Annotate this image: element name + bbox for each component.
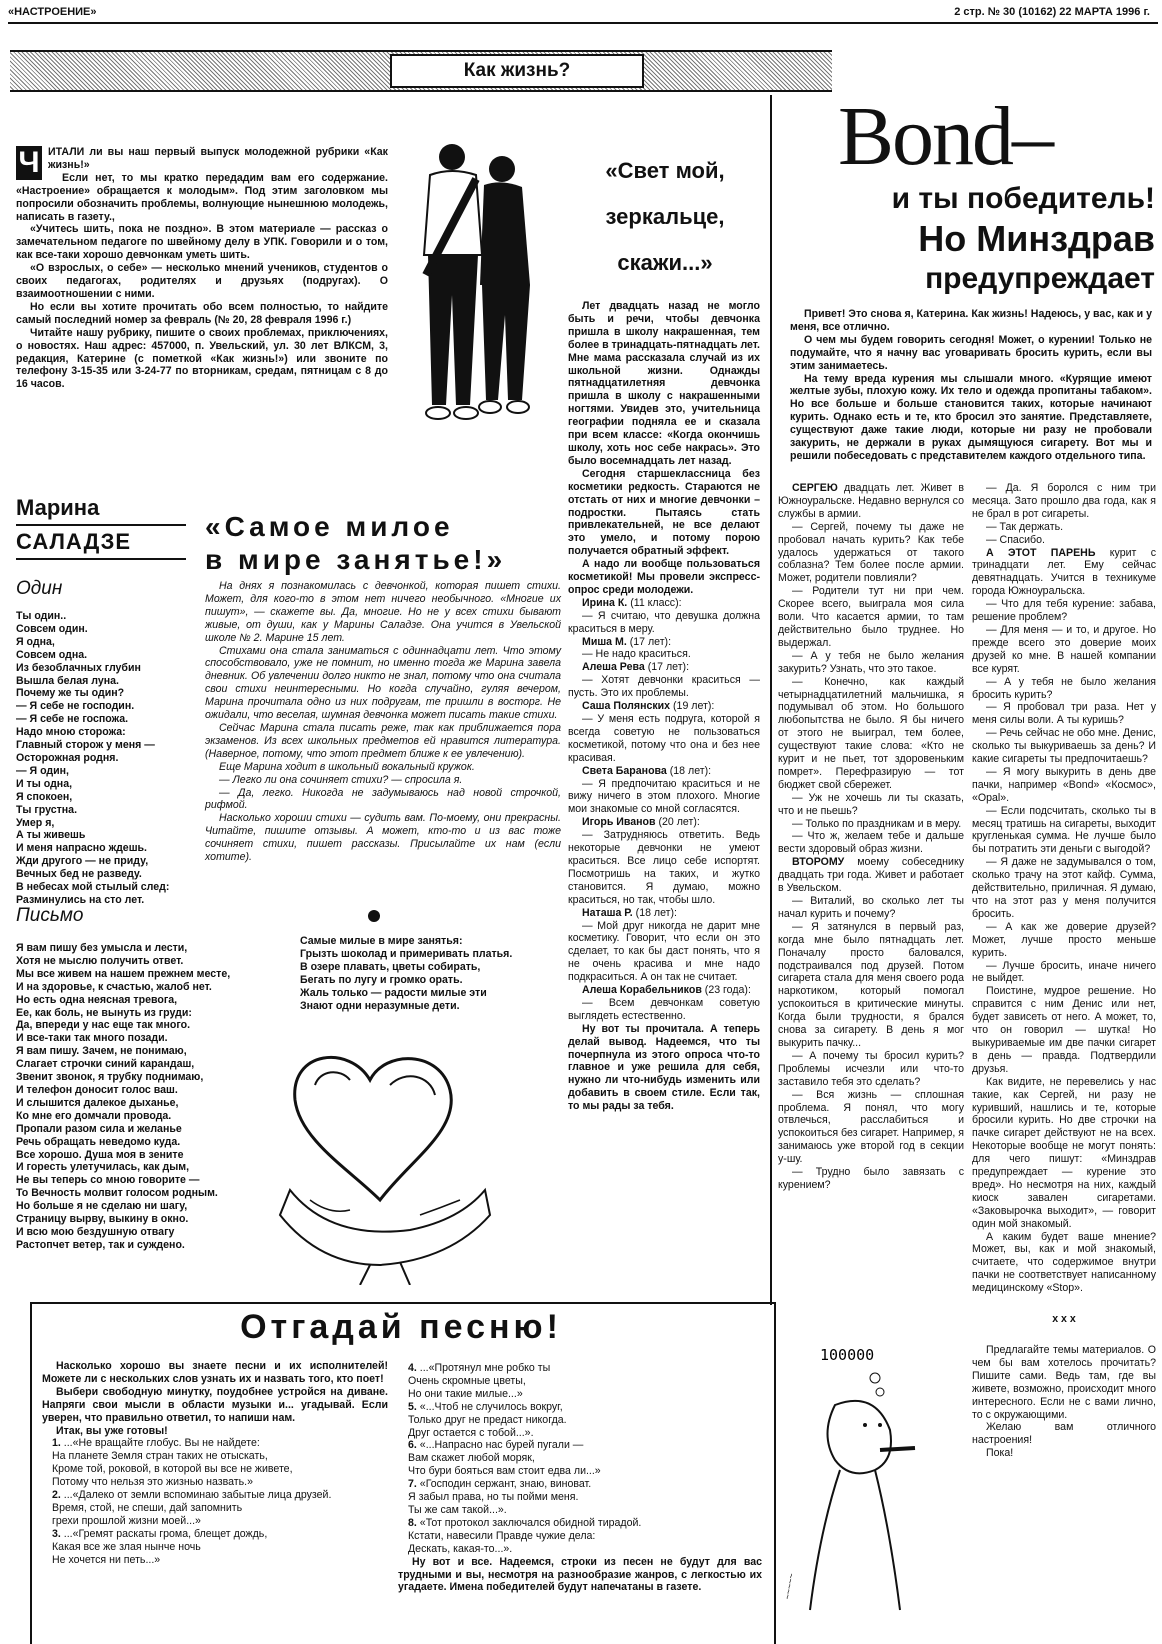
poem-line: Самые милые в мире занятья: xyxy=(300,935,463,947)
poem-line: Жди другого — не приду, xyxy=(16,855,149,868)
survey-respondent xyxy=(568,597,760,610)
song-line xyxy=(398,1388,762,1401)
song-lyric: Только друг не предаст никогда. xyxy=(408,1413,567,1426)
poem-line: Мы все живем на нашем прежнем месте, xyxy=(16,967,231,980)
interview-paragraph xyxy=(972,985,1156,1075)
respondent-answer: — Мой друг никогда не дарит мне косметику. Говорит, что если он это сделает, то как бы даст понять, что я не очень красива и мне надо подкраситься. А он так не считает. xyxy=(568,919,760,984)
interview-text: — Я даже не задумывался о том, сколько трачу на этот кайф. Сумма, действительно, приличная. Я думаю, что на этот раз у меня получится бросить. xyxy=(972,856,1156,920)
interview-paragraph xyxy=(972,701,1156,727)
interview-text: — Конечно, как каждый четырнадцатилетний мальчишка, я подумывал об этом. Но большого любопытства не было. Я бы ничего от этого не выиграл, тем более, существуют такие слова: «Кто не курит и не пьет, тот здоровеньким помрет». Перефразирую — тот бюджет свой сбережет. xyxy=(778,675,964,791)
interview-text: двадцать лет. Живет в Южноуральске. Недавно вернулся со службы в армии. xyxy=(778,482,964,520)
poem-line: Но больше я не сделаю ни шагу, xyxy=(16,1200,188,1213)
song-lyric: Вам скажет любой моряк, xyxy=(408,1452,535,1465)
song-line xyxy=(398,1517,762,1530)
respondent-name: Ирина К. xyxy=(582,596,628,609)
song-line xyxy=(42,1450,388,1463)
bond-intro xyxy=(790,308,1152,463)
respondent-age: (18 лет): xyxy=(635,906,677,919)
song-lyric: Дескать, какая-то...». xyxy=(408,1542,513,1555)
headline-line: «Свет мой, xyxy=(605,158,725,183)
interview-paragraph xyxy=(972,727,1156,766)
interview-text: моему собеседнику двадцать три года. Живет и работает в Увельском. xyxy=(778,856,964,895)
poem-line: Вышла белая луна. xyxy=(16,674,119,687)
song-line xyxy=(398,1414,762,1427)
interview-text: — А как же доверие друзей? Может, лучше просто меньше курить. xyxy=(972,920,1156,959)
song-line xyxy=(42,1502,388,1515)
interview-paragraph xyxy=(778,482,964,521)
quiz-title: Отгадай песню! xyxy=(240,1308,562,1346)
respondent-answer: — Не надо краситься. xyxy=(582,648,691,661)
heart-in-hand-illustration xyxy=(270,1040,500,1285)
interview-text: — А у тебя не было желания бросить курить? xyxy=(972,675,1156,701)
interview-paragraph xyxy=(778,856,964,895)
song-line xyxy=(398,1504,762,1517)
song-line xyxy=(398,1452,762,1465)
poem-line: И все-таки так много позади. xyxy=(16,1032,168,1045)
survey-respondent xyxy=(568,636,760,649)
song-line xyxy=(42,1463,388,1476)
respondent-answer: — Я считаю, что девушка должна краситься в меру. xyxy=(568,609,760,635)
poem-line: Речь обращать неведомо куда. xyxy=(16,1135,181,1148)
section-name: «НАСТРОЕНИЕ» xyxy=(8,6,97,18)
headline-line: зеркальце, xyxy=(605,204,725,229)
poem-line: Я одна, xyxy=(16,635,55,648)
interview-paragraph xyxy=(778,1166,964,1192)
poem-line: И меня напрасно ждешь. xyxy=(16,842,147,855)
song-lyric: ...«Гремят раскаты грома, блещет дождь, xyxy=(63,1527,268,1540)
interview-text: Как видите, не перевелись у нас такие, как Сергей, ни разу не куривший, нашлись и те, которые бросили курить. Но две строчки на пачке сигарет действуют не на всех. Некоторые вообще не могут понять: для чего пишут: «Минздрав предупреждает — курение это вред». Но несмотря на них, каждый киоск завален сигаретами. «Заковырочка выходит», — говорит один мой знакомый. xyxy=(972,1075,1156,1230)
survey-respondent xyxy=(568,816,760,829)
interview-paragraph xyxy=(778,818,964,831)
song-number: 6. xyxy=(408,1439,417,1452)
respondent-name: Алеша Корабельников xyxy=(582,984,702,997)
interview-paragraph xyxy=(778,792,964,818)
poem-line: Осторожная родня. xyxy=(16,751,119,764)
song-lyric: «Господин сержант, знаю, виноват. xyxy=(419,1478,592,1491)
song-lyric: Потому что нельзя это жизнью назвать.» xyxy=(52,1476,253,1489)
paragraph: Итак, вы уже готовы! xyxy=(56,1424,168,1437)
poem-line: Умер я, xyxy=(16,816,55,829)
respondent-name: Алеша Рева xyxy=(582,661,645,674)
bullet-dot xyxy=(368,910,380,922)
paragraph: На тему вреда курения мы слышали много. «Курящие имеют желтые зубы, плохую кожу. Их тело и одежда пропитаны табаком». Но все больше и больше становится таких, которые начинают курить. Однако есть и те, кто бросил это занятие. Представляете, существуют даже такие люди, которые ни разу не пробовали закурить, не держали в руках дымящуюся сигарету. Вот мы и решили побеседовать с представителем каждого отдельного типа. xyxy=(790,372,1152,462)
interview-paragraph xyxy=(972,856,1156,921)
song-number: 2. xyxy=(52,1489,61,1502)
bond-column-2 xyxy=(972,482,1156,1460)
interview-paragraph xyxy=(972,598,1156,624)
paragraph: На днях я познакомилась с девчонкой, которая пишет стихи. Может, для кого-то в этом нет ничего необычного. «Многие их пишут», — скажете вы. Да, многие. Но не у всех стихи бывают живые, от души, как у Марины Саладзе. Она учится в Увельской школе № 2. Марине 15 лет. xyxy=(205,580,561,644)
song-line xyxy=(42,1554,388,1567)
author-name xyxy=(16,492,186,560)
smoke-rings-text: 100000 xyxy=(820,1346,875,1364)
poem-line: Страницу вырву, выкину в окно. xyxy=(16,1213,189,1226)
interview-text: — Да. Я боролся с ним три месяца. Зато прошло два года, как я не брал в рот сигареты. xyxy=(972,482,1156,520)
song-number: 5. xyxy=(408,1400,417,1413)
poem-line: Знают одни неразумные дети. xyxy=(300,999,460,1012)
poem-line: Разминулись на сто лет. xyxy=(16,893,145,906)
interview-paragraph xyxy=(972,921,1156,960)
paragraph: Пока! xyxy=(986,1447,1014,1460)
poem-line: Я вам пишу без умысла и лести, xyxy=(16,942,188,954)
interview-paragraph xyxy=(972,521,1156,534)
poem-line: И на здоровье, к счастью, жалоб нет. xyxy=(16,980,212,993)
paragraph: Насколько хорошо вы знаете песни и их исполнителей! Можете ли с нескольких слов узнать их и назвать того, кто поет! xyxy=(42,1360,388,1385)
song-number: 8. xyxy=(408,1516,417,1529)
poem-line: — Я себе не господин. xyxy=(16,700,135,713)
paragraph: Предлагайте темы материалов. О чем бы вам хотелось прочитать? Пишите сами. Ведь там, где вы живете, возможно, происходит много интересного. Если не с вами лично, то с окружающими. xyxy=(972,1344,1156,1421)
interview-text: — Уж не хочешь ли ты сказать, что и не пьешь? xyxy=(778,791,964,817)
song-number: 7. xyxy=(408,1478,417,1491)
quiz-outro: Ну вот и все. Надеемся, строки из песен не будут для вас трудными и вы, несмотря на разнообразие жанров, с легкостью их угадаете. Имена победителей будут напечатаны в газете. xyxy=(398,1555,762,1594)
interview-paragraph xyxy=(972,547,1156,599)
poem-line: — Я один, xyxy=(16,764,70,777)
smoking-man-illustration xyxy=(780,1330,960,1620)
poem-one xyxy=(16,610,196,907)
respondent-name: Саша Полянских xyxy=(582,700,671,713)
poem-letter xyxy=(16,942,286,1252)
poem-line: Из безоблачных глубин xyxy=(16,661,141,674)
headline-line: предупреждает xyxy=(925,262,1155,295)
headline-line: и ты победитель! xyxy=(891,182,1155,215)
song-line xyxy=(42,1528,388,1541)
interview-text: — Виталий, во сколько лет ты начал курить и почему? xyxy=(778,895,964,920)
interview-text: А каким будет ваше мнение? Может, вы, как и мой знакомый, считаете, что содержимое внутри пачки не соответствует написанному медицинскому «Stop». xyxy=(972,1230,1156,1295)
song-lyric: «Тот протокол заключался обидной тирадой. xyxy=(419,1516,642,1529)
respondent-answer: — Затрудняюсь ответить. Ведь некоторые девчонки не умеют краситься. Все лицо себе испортят. Посмотришь на таких, и жутко становится. Я думаю, можно краситься, но так, чтобы шло. xyxy=(568,829,760,906)
song-line xyxy=(42,1437,388,1450)
paragraph: Сейчас Марина стала писать реже, так как приближается пора экзаменов. Из всех школьных предметов ей нравится литература. (Наверное, потому, что этот предмет ближе к ее увлечению). xyxy=(205,721,561,760)
interview-text: — Спасибо. xyxy=(986,533,1045,546)
interview-text: — Сергей, почему ты даже не пробовал начать курить? Как тебе удалось удержаться от такого соблазна? Тем более после армии. Может, родители повлияли? xyxy=(778,520,964,585)
song-lyric: ...«Не вращайте глобус. Вы не найдете: xyxy=(63,1437,260,1450)
poem-line: И всю мою бездушную отвагу xyxy=(16,1225,175,1238)
interview-text: — Что для тебя курение: забава, решение проблем? xyxy=(972,598,1156,624)
paragraph: «О взрослых, о себе» — несколько мнений учеников, студентов о своих педагогах, родителях и друзьях (подругах). О взаимоотношении с ними. xyxy=(16,262,388,300)
poem-line: Бегать по лугу и громко орать. xyxy=(300,973,463,986)
interview-text: — Речь сейчас не обо мне. Денис, сколько ты выкуриваешь за день? И какие сигареты ты предпочитаешь? xyxy=(972,727,1156,766)
last-name: САЛАДЗЕ xyxy=(16,526,186,560)
song-lyric: Кроме той, роковой, в которой вы все не живете, xyxy=(52,1463,293,1476)
respondent-age: (23 года): xyxy=(704,984,751,997)
poem-line: Вечных бед не разведу. xyxy=(16,868,142,881)
poem-line: Надо мною сторожа: xyxy=(16,726,126,739)
poem-line: А ты живешь xyxy=(16,829,86,842)
interview-text: — Я пробовал три раза. Нет у меня силы воли. А ты куришь? xyxy=(972,701,1156,727)
first-name: Марина xyxy=(16,492,186,526)
paragraph: Привет! Это снова я, Катерина. Как жизнь! Надеюсь, у вас, как и у меня, все отлично. xyxy=(790,308,1152,333)
header-rule xyxy=(8,22,1158,24)
respondent-answer: — Всем девчонкам советую выглядеть естественно. xyxy=(568,996,760,1022)
headline-line: «Самое милое xyxy=(205,511,454,542)
interview-paragraph xyxy=(778,585,964,650)
interview-paragraph xyxy=(972,624,1156,676)
interview-text: — Я могу выкурить в день две пачки, например «Bond» «Космос», «Opal». xyxy=(972,765,1156,804)
poem-line: Но есть одна неясная тревога, xyxy=(16,993,178,1006)
paragraph: Насколько хороши стихи — судить вам. По-моему, они прекрасны. Читайте, пишите отзывы. А может, кто-то и из вас тоже сочиняет стихи, пишет рассказы. Присылайте их нам (если хотите). xyxy=(205,812,561,864)
poem-line: Хотя не мыслю получить ответ. xyxy=(16,954,184,967)
respondent-age: (11 класс): xyxy=(630,596,682,609)
paragraph: А надо ли вообще пользоваться косметикой! Мы провели экспресс-опрос среди молодежи. xyxy=(568,558,760,596)
poem-line: Слагает строчки синий карандаш, xyxy=(16,1058,195,1071)
song-line xyxy=(398,1439,762,1452)
paragraph: «Учитесь шить, пока не поздно». В этом материале — рассказ о замечательном педагоге по швейному делу в УПК. Говорили и о том, как все-таки хорошо девчонкам уметь шить. xyxy=(16,223,388,262)
paragraph: Еще Марина ходит в школьный вокальный кружок. xyxy=(219,760,475,773)
interview-paragraph xyxy=(972,1231,1156,1296)
interview-text: — Если подсчитать, сколько ты в месяц тратишь на сигареты, выходит кругленькая сумма. Не лучше было бы потратить эти деньги с выгодой? xyxy=(972,804,1156,856)
mirror-article xyxy=(568,300,760,1113)
song-lyric: На планете Земля стран таких не отыскать, xyxy=(52,1450,268,1463)
respondent-age: (17 лет): xyxy=(629,635,672,648)
poem-line: И горесть улетучилась, как дым, xyxy=(16,1161,190,1174)
poem-line: Ее, как боль, не вынуть из груди: xyxy=(16,1006,192,1019)
poem-line: Совсем одна. xyxy=(16,648,88,661)
interview-text: — Что ж, желаем тебе и дальше вести здоровый образ жизни. xyxy=(778,830,964,856)
bond-title-big: Bond– xyxy=(838,90,1053,183)
interview-text: — Родители тут ни при чем. Скорее всего, выиграла моя сила воли. Что касается армии, то там действительно было труднее. Но выдержал. xyxy=(778,585,964,649)
poem-line: И ты одна, xyxy=(16,777,73,790)
quiz-right xyxy=(398,1362,762,1594)
survey-respondent xyxy=(568,765,760,778)
survey-respondent xyxy=(568,984,760,997)
poem-title: Один xyxy=(16,578,63,599)
poem-line: В озере плавать, цветы собирать, xyxy=(300,960,481,973)
song-lyric: Что бури бояться вам стоит едва ли...» xyxy=(408,1465,601,1478)
survey-respondent xyxy=(568,661,760,674)
poem-line: Я спокоен, xyxy=(16,790,73,803)
interview-text: — А почему ты бросил курить? Проблемы исчезли или что-то заставило тебя это сделать? xyxy=(778,1049,964,1088)
interview-paragraph xyxy=(778,921,964,1050)
article-headline xyxy=(205,510,565,576)
respondent-name: Игорь Иванов xyxy=(582,816,656,829)
song-lyric: Какая все же злая нынче ночь xyxy=(52,1540,201,1553)
headline-line: скажи...» xyxy=(617,250,713,275)
rubric-banner xyxy=(10,50,832,92)
respondent-age: (19 лет): xyxy=(673,700,715,713)
poem-line: Я вам пишу. Зачем, не понимаю, xyxy=(16,1045,187,1058)
poem-line: Ко мне его домчали провода. xyxy=(16,1109,172,1122)
intro-article xyxy=(16,146,388,391)
poem-line: То Вечность молвит голосом родным. xyxy=(16,1187,218,1200)
bond-headline xyxy=(780,180,1155,298)
song-line xyxy=(398,1401,762,1414)
song-line xyxy=(42,1515,388,1528)
interview-paragraph xyxy=(778,1050,964,1089)
song-number: 3. xyxy=(52,1527,61,1540)
respondent-answer: — Хотят девчонки краситься — пусть. Это их проблемы. xyxy=(568,674,760,700)
poem-title: Письмо xyxy=(16,905,84,926)
song-number: 1. xyxy=(52,1437,61,1450)
column-rule xyxy=(770,95,772,1305)
song-line xyxy=(398,1427,762,1440)
poem-line: — Я себе не госпожа. xyxy=(16,713,129,726)
interview-paragraph xyxy=(778,676,964,792)
song-line xyxy=(398,1478,762,1491)
respondent-age: (20 лет): xyxy=(658,816,700,829)
paragraph: Лет двадцать назад не могло быть и речи, чтобы девчонка пришла в школу накрашенная, тем более в тринадцать-пятнадцать лет. Мне мама рассказала случай из их школьной жизни. Однажды пятнадцатилетняя девчонка пришла в школу с накрашенными ногтями. Увидев это, учительница географии подняла ее и сказала при всем классе: «Когда окончишь школу, хоть нос себе накрась». Это было восемнадцать лет назад. xyxy=(568,300,760,467)
interview-text: курит с тринадцати лет. Ему сейчас девятнадцать. Учится в техникуме города Южноуральска. xyxy=(972,546,1156,598)
paragraph: Сегодня старшеклассница без косметики редкость. Стараются не отстать от них и многие девчонки – подростки. Пытаясь стать привлекательней, не все делают это умело, и потому порою получается обратный эффект. xyxy=(568,467,760,558)
interview-text: — Я затянулся в первый раз, когда мне было пятнадцать лет. Поначалу просто баловался, подстраивался под друзей. Потом сигарета стала для меня своего рода наркотиком, который помогал успокоиться в критические минуты. Когда были трудности, я брался снова за сигарету. В день я мог выкурить пачку... xyxy=(778,920,964,1049)
poem-line: Почему же ты один? xyxy=(16,687,125,700)
song-line xyxy=(398,1543,762,1556)
song-lyric: Друг остается с тобой...». xyxy=(408,1426,534,1439)
poem-line: Ты один.. xyxy=(16,610,67,622)
song-lyric: грехи прошлой жизни моей...» xyxy=(52,1514,201,1527)
interview-paragraph xyxy=(972,960,1156,986)
song-number: 4. xyxy=(408,1362,417,1374)
poem-line: Совсем один. xyxy=(16,622,88,635)
interview-lead: А ЭТОТ ПАРЕНЬ xyxy=(986,546,1096,559)
interview-paragraph xyxy=(972,805,1156,857)
couple-illustration xyxy=(390,135,560,425)
paragraph: — Легко ли она сочиняет стихи? — спросила я. xyxy=(219,773,463,786)
paragraph: — Да, легко. Никогда не задумываюсь над новой строчкой, рифмой. xyxy=(205,786,561,812)
poem-line: Все хорошо. Душа моя в зените xyxy=(16,1148,184,1161)
respondent-name: Наташа Р. xyxy=(582,906,633,919)
respondent-answer: — У меня есть подруга, которой я всегда советую не пользоваться косметикой, потому что она и без нее красивая. xyxy=(568,713,760,764)
paragraph: Читайте нашу рубрику, пишите о своих проблемах, приключениях, о новостях. Наш адрес: 457000, п. Увельский, ул. 30 лет ВЛКСМ, 3, редакция, Катерине (с пометкой «Как жизнь!») или звоните по телефону 3-15-35 или 3-24-77 по вторникам, средам, пятницам с 8 до 16 часов. xyxy=(16,326,388,391)
song-lyric: Кстати, навесили Правде чужие дела: xyxy=(408,1529,596,1542)
respondent-name: Света Баранова xyxy=(582,764,667,777)
song-line xyxy=(42,1476,388,1489)
song-lyric: Я забыл права, но ты пойми меня. xyxy=(408,1491,579,1504)
poem-line: Жаль только — радости милые эти xyxy=(300,986,487,999)
poem-line: Растопчет ветер, так и суждено. xyxy=(16,1238,185,1251)
rubric-title: Как жизнь? xyxy=(390,54,644,88)
song-lyric: Но они такие милые...» xyxy=(408,1387,523,1400)
respondent-answer: — Я предпочитаю краситься и не вижу ничего в этом плохого. Многие мои знакомые со мной согласятся. xyxy=(568,777,760,816)
poem-line: И слышится далекое дыханье, xyxy=(16,1096,179,1109)
mirror-headline xyxy=(570,148,760,286)
paragraph: ИТАЛИ ли вы наш первый выпуск молодежной рубрики «Как жизнь!» xyxy=(48,146,388,171)
song-lyric: ...«Далеко от земли вспоминаю забытые лица друзей. xyxy=(63,1489,332,1502)
poem-line: Пропали разом сила и желанье xyxy=(16,1122,182,1135)
headline-line: в мире занятье!» xyxy=(205,544,507,575)
song-line xyxy=(42,1541,388,1554)
interview-paragraph xyxy=(972,1076,1156,1231)
paragraph: Стихами она стала заниматься с одиннадцати лет. Что этому способствовало, уже не помнит, но именно тогда же Марина завела дневник. Об увлечении долго никто не знал, потому что она считала свои стихи неинтересными. Но когда случайно, гуляя вечером, Марина прочитала одно из них подругам, те пришли в восторг. Не ожидали, что веселая, шумная девчонка может писать такие стихи. xyxy=(205,644,561,722)
song-line xyxy=(42,1489,388,1502)
song-line xyxy=(398,1530,762,1543)
survey-respondent xyxy=(568,700,760,713)
song-line xyxy=(398,1465,762,1478)
issue-info: 2 стр. № 30 (10162) 22 МАРТА 1996 г. xyxy=(954,6,1150,18)
respondent-age: (18 лет): xyxy=(669,764,712,777)
paragraph: Если нет, то мы кратко передадим вам его содержание. «Настроение» обращается к молодым». Под этим заголовком мы попросили обозначить проблемы, волнующие нынешнюю молодежь, написать в газету., xyxy=(16,171,388,223)
article-body xyxy=(205,580,561,864)
respondent-name: Миша М. xyxy=(582,635,627,648)
poem-line: В небесах мой стылый след: xyxy=(16,881,170,894)
headline-line: Но Минздрав xyxy=(918,218,1155,259)
poem-line: Грызть шоколад и примеривать платья. xyxy=(300,947,513,960)
song-line xyxy=(398,1362,762,1375)
poem-line: Звенит звонок, я трубку поднимаю, xyxy=(16,1071,204,1084)
quiz-left xyxy=(42,1360,388,1567)
poem-line: Не вы теперь со мною говорите — xyxy=(16,1174,200,1187)
interview-paragraph xyxy=(778,521,964,586)
interview-paragraph xyxy=(972,534,1156,547)
survey-respondent xyxy=(568,907,760,920)
song-line xyxy=(398,1375,762,1388)
song-lyric: «...Напрасно нас бурей пугали — xyxy=(419,1439,584,1452)
mirror-conclusion: Ну вот ты прочитала. А теперь делай вывод. Надеемся, что ты почерпнула из этого опроса что-то главное и уже решила для себя, нужно ли что-нибудь изменить или добавить в своем стиле. Если так, то мы рады за тебя. xyxy=(568,1022,760,1113)
poem-line: Ты грустна. xyxy=(16,803,78,816)
interview-paragraph xyxy=(778,895,964,921)
interview-paragraph xyxy=(972,482,1156,521)
interview-text: — Трудно было завязать с курением? xyxy=(778,1166,964,1191)
respondent-age: (17 лет): xyxy=(647,661,690,674)
paragraph: О чем мы будем говорить сегодня! Может, о курении! Только не подумайте, что я начну вас уговаривать бросить курить, если вы этим занимаетесь. xyxy=(790,333,1152,372)
song-lyric: ...«Протянул мне робко ты xyxy=(419,1362,551,1374)
song-lyric: Ты же сам такой...». xyxy=(408,1503,507,1516)
separator: x x x xyxy=(1052,1313,1076,1326)
poem-line: Главный сторож у меня — xyxy=(16,739,155,752)
interview-lead: ВТОРОМУ xyxy=(792,856,845,869)
interview-text: — Лучше бросить, иначе ничего не выйдет. xyxy=(972,959,1156,985)
dropcap: Ч xyxy=(16,146,42,180)
interview-paragraph xyxy=(972,766,1156,805)
interview-paragraph xyxy=(972,676,1156,702)
song-lyric: Время, стой, не спеши, дай запомнить xyxy=(52,1501,243,1514)
interview-text: — Вся жизнь — сплошная проблема. Я понял, что могу отвлечься, расслабиться и успокоиться без сигарет. Например, я занимаюсь уже второй год в секции у-шу. xyxy=(778,1088,964,1166)
poem-pastimes xyxy=(300,935,565,1012)
interview-text: Поистине, мудрое решение. Но справится с ним Денис или нет, будет зависеть от него. А может, то, что он говорил — шутка! Но выкуриваемые им две пачки сигарет в день — правда. Подтвердили друзья. xyxy=(972,985,1156,1075)
song-line xyxy=(398,1491,762,1504)
paragraph: Но если вы хотите прочитать обо всем полностью, то найдите самый последний номер за февраль (№ 20, 28 февраля 1996 г.) xyxy=(16,300,388,326)
interview-text: — Так держать. xyxy=(986,520,1064,533)
interview-text: — Для меня — и то, и другое. Но прежде всего это доверие моих друзей ко мне. В нашей компании все курят. xyxy=(972,623,1156,675)
paragraph: Выбери свободную минутку, поудобнее устройся на диване. Напряги свои мысли в области музыки и... угадывай. Если уверен, что правильно ответил, то напиши нам. xyxy=(42,1385,388,1424)
interview-text: — А у тебя не было желания закурить? Узнать, что это такое. xyxy=(778,649,964,675)
song-lyric: Не хочется ни петь...» xyxy=(52,1553,161,1566)
interview-paragraph xyxy=(778,1089,964,1166)
interview-lead: СЕРГЕЮ xyxy=(792,482,838,494)
interview-text: — Только по праздникам и в меру. xyxy=(792,817,962,830)
bond-column-1 xyxy=(778,482,964,1192)
paragraph: Желаю вам отличного настроения! xyxy=(972,1421,1156,1447)
interview-paragraph xyxy=(778,830,964,856)
poem-line: Да, впереди у нас еще так много. xyxy=(16,1019,191,1032)
artist-signature: ~~~~~ xyxy=(782,1572,797,1601)
poem-line: И телефон доносит голос ваш. xyxy=(16,1083,178,1096)
song-lyric: «...Чтоб не случилось вокруг, xyxy=(419,1400,563,1413)
song-lyric: Очень скромные цветы, xyxy=(408,1374,526,1387)
interview-paragraph xyxy=(778,650,964,676)
